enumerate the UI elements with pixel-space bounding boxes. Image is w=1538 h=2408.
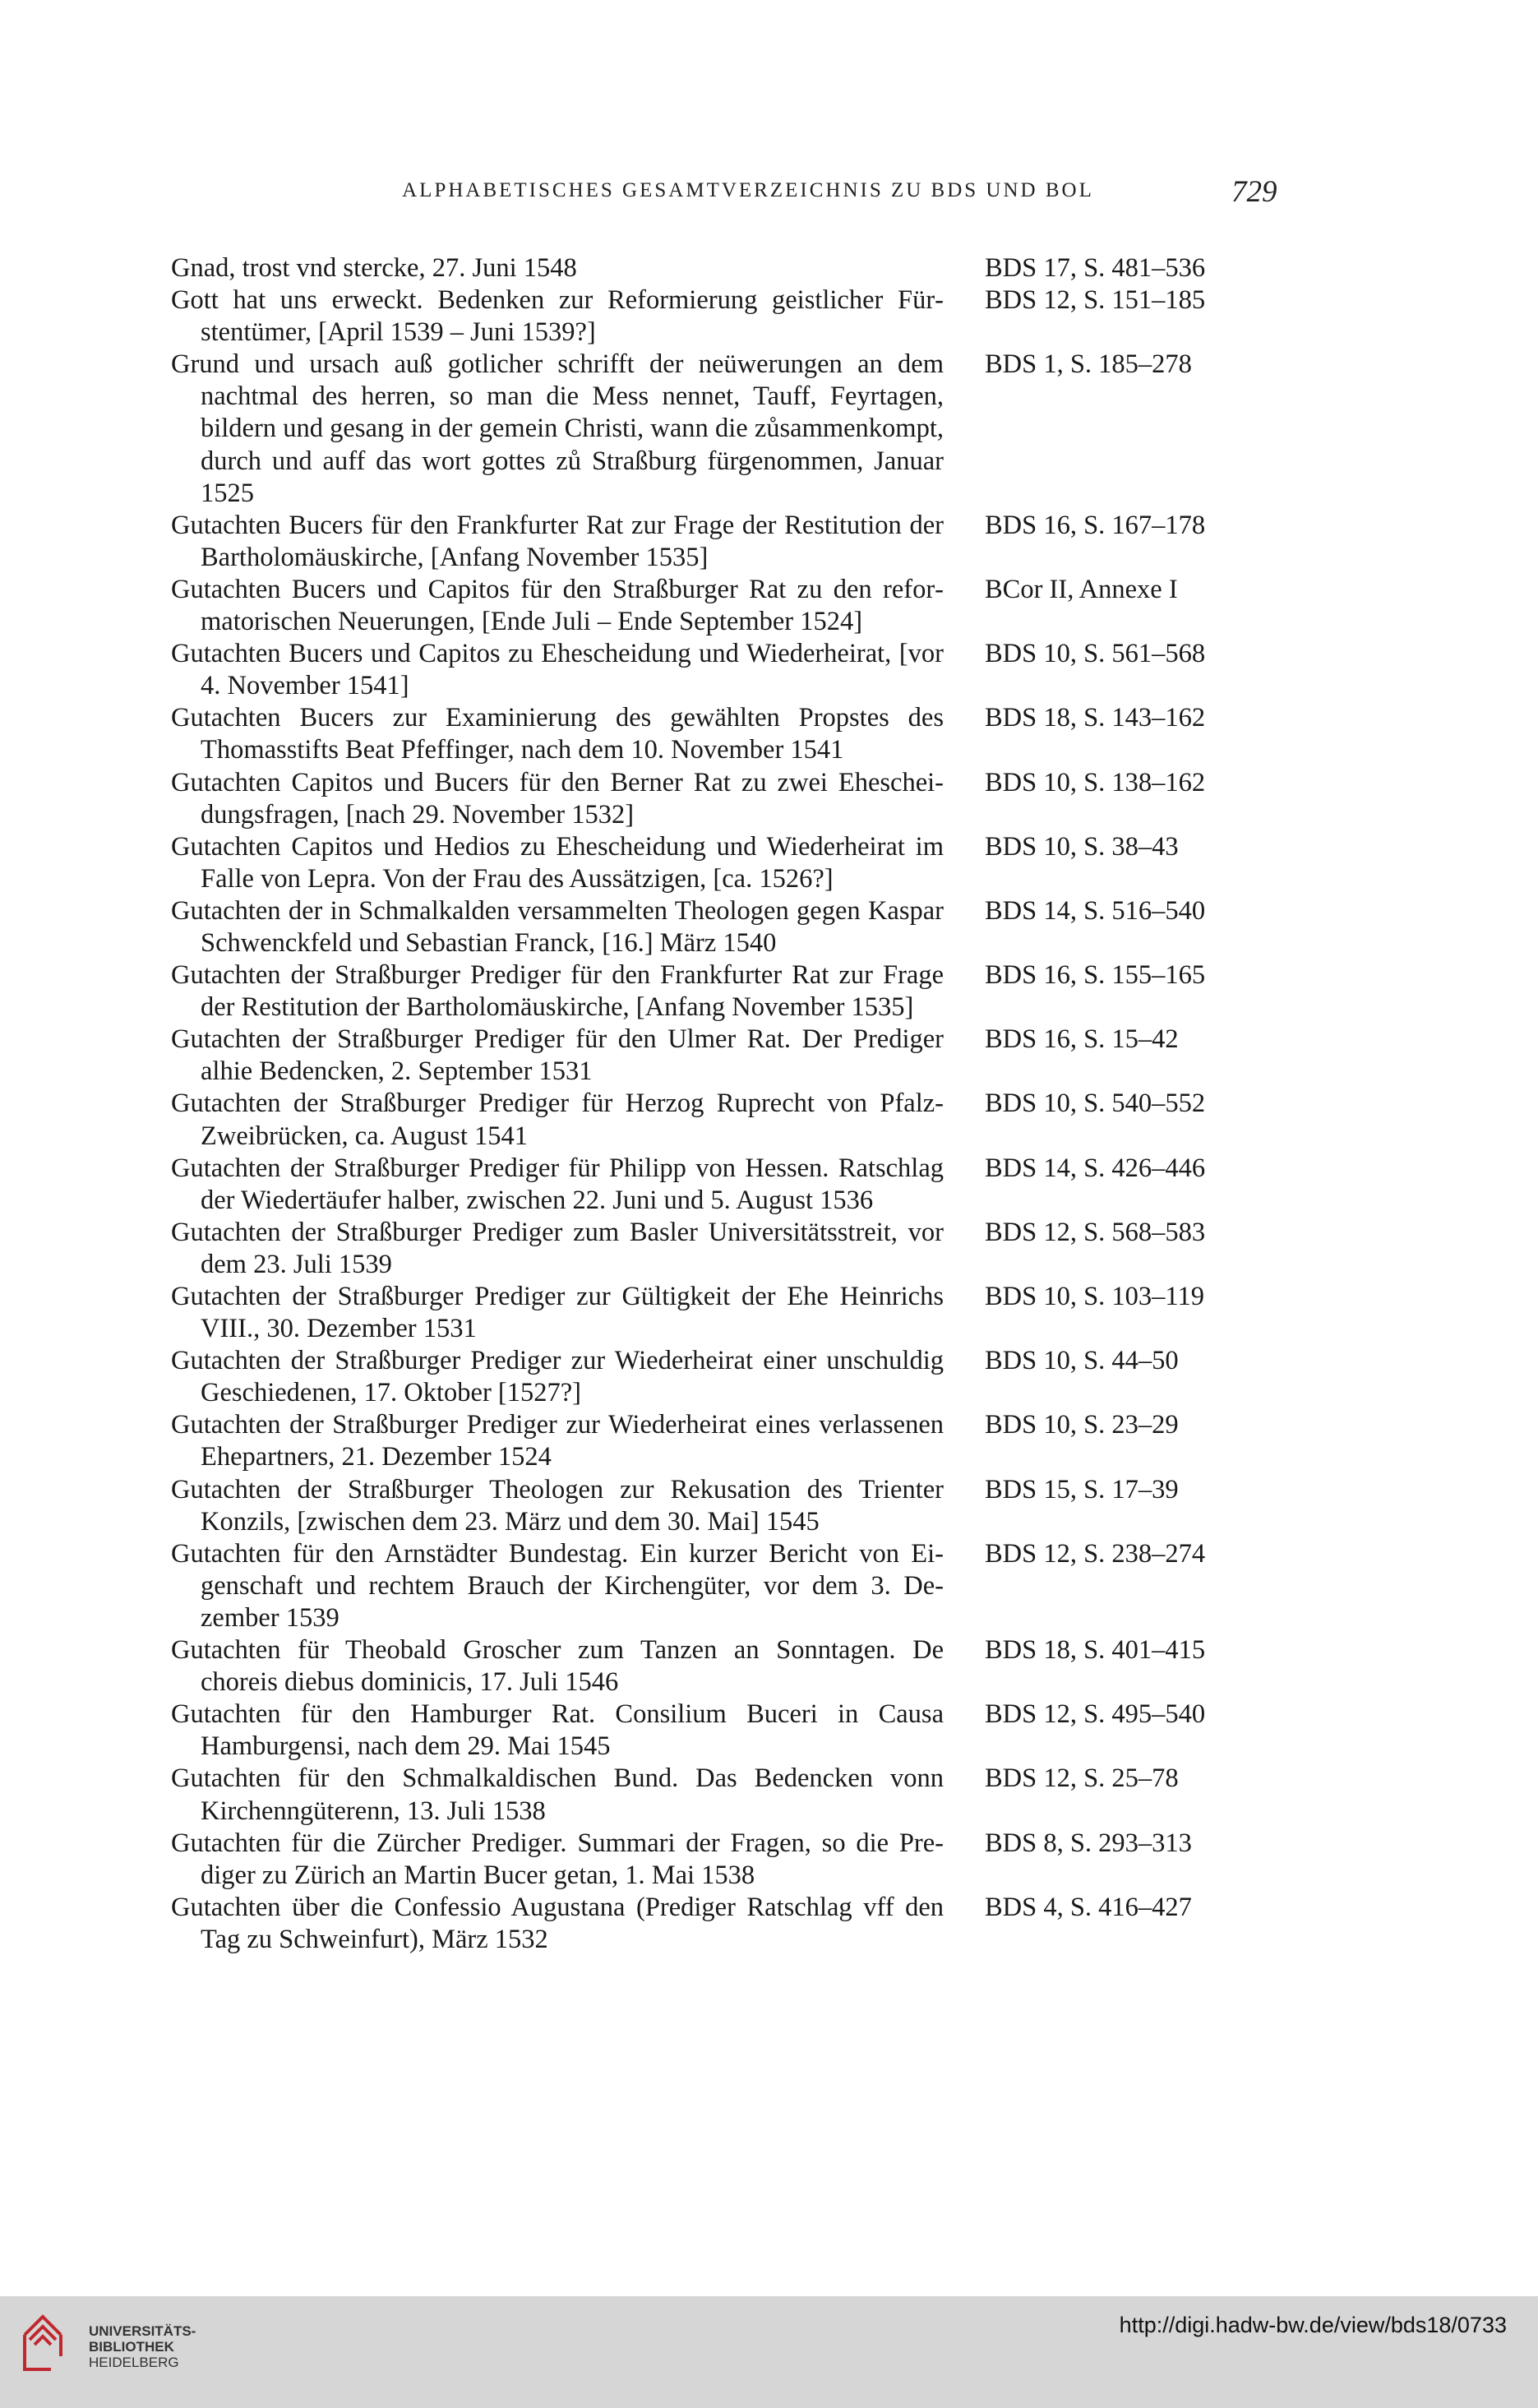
entry-reference: BDS 14, S. 516–540 [985,895,1206,926]
index-entry [171,1345,1240,1409]
entry-title: Gutachten Bucers zur Examinierung des gewählten Propstes des Thomasstifts Beat Pfeffinger, nach dem 10. November 1541 [171,703,944,765]
entry-reference: BDS 1, S. 185–278 [985,349,1192,380]
entry-title: Gutachten für den Arnstädter Bundestag. Ein kurzer Bericht von Eigenschaft und rechtem Brauch der Kirchengüter, vor dem 3. Dezember 1539 [171,1538,944,1633]
entry-title: Gutachten der Straßburger Prediger für den Ulmer Rat. Der Prediger alhie Bedencken, 2. September 1531 [171,1024,944,1087]
library-name-line: BIBLIOTHEK [89,2339,174,2355]
page-number: 729 [1231,175,1277,209]
index-entry [171,638,1240,702]
entry-reference: BDS 14, S. 426–446 [985,1153,1206,1183]
entry-reference: BDS 15, S. 17–39 [985,1474,1179,1504]
entry-title: Gott hat uns erweckt. Bedenken zur Reformierung geistlicher Fürstentümer, [April 1539 – Juni 1539?] [171,285,944,348]
library-name-line: HEIDELBERG [89,2355,179,2370]
entry-reference: BDS 10, S. 38–43 [985,831,1179,862]
entry-reference: BDS 18, S. 401–415 [985,1635,1206,1666]
entry-reference: BDS 10, S. 44–50 [985,1346,1179,1376]
index-entry [171,1634,1240,1699]
entry-title: Gutachten der Straßburger Prediger für Herzog Ruprecht von Pfalz-Zweibrücken, ca. August 1541 [171,1088,944,1151]
entry-reference: BDS 12, S. 238–274 [985,1538,1206,1569]
entry-title: Gutachten der Straßburger Prediger für Philipp von Hessen. Ratschlag der Wiedertäufer halber, zwischen 22. Juni und 5. August 1536 [171,1153,944,1215]
index-entry [171,767,1240,831]
entry-title: Gutachten der in Schmalkalden versammelten Theologen gegen Kaspar Schwenckfeld und Sebastian Franck, [16.] März 1540 [171,895,944,958]
entry-title: Gutachten für den Schmalkaldischen Bund. Das Bedencken vonn Kirchenngüterenn, 13. Juli 1538 [171,1763,944,1826]
entry-title: Gutachten der Straßburger Prediger zur Wiederheirat einer unschuldig Geschiedenen, 17. Oktober [1527?] [171,1346,944,1408]
index-entry-list [171,252,1240,1956]
entry-reference: BDS 10, S. 138–162 [985,767,1206,797]
index-entry [171,1763,1240,1827]
entry-title: Gutachten der Straßburger Prediger für den Frankfurter Rat zur Frage der Restitution der Bartholomäuskirche, [Anfang November 1535] [171,960,944,1023]
entry-reference: BDS 16, S. 15–42 [985,1024,1179,1055]
entry-reference: BDS 4, S. 416–427 [985,1892,1192,1922]
entry-title: Gutachten der Straßburger Prediger zur Gültigkeit der Ehe Heinrichs VIII., 30. Dezember 1531 [171,1282,944,1344]
running-head: ALPHABETISCHES GESAMTVERZEICHNIS ZU BDS UND BOL [402,179,1094,201]
entry-reference: BDS 10, S. 23–29 [985,1410,1179,1440]
index-entry [171,1474,1240,1538]
entry-reference: BDS 12, S. 495–540 [985,1699,1206,1730]
index-entry [171,1699,1240,1763]
entry-reference: BDS 16, S. 155–165 [985,960,1206,991]
entry-reference: BDS 12, S. 151–185 [985,285,1206,316]
index-entry [171,1281,1240,1345]
library-name [89,2323,196,2370]
entry-reference: BDS 8, S. 293–313 [985,1828,1192,1858]
index-entry [171,959,1240,1024]
entry-title: Gutachten der Straßburger Prediger zum Basler Universitätsstreit, vor dem 23. Juli 1539 [171,1217,944,1279]
entry-reference: BDS 12, S. 568–583 [985,1217,1206,1247]
index-entry [171,1153,1240,1217]
entry-title: Gutachten für den Hamburger Rat. Consilium Buceri in Causa Hamburgensi, nach dem 29. Mai 1545 [171,1699,944,1762]
entry-title: Grund und ursach auß gotlicher schrifft der neüwerungen an dem nachtmal des herren, so man die Mess nennet, Tauff, Feyrtagen, bildern und gesang in der gemein Christi, wann die zůsammenkompt, durch und auff das wort gottes zů Straßburg fürgenommen, Januar 1525 [171,349,944,508]
ub-heidelberg-logo-icon [18,2310,76,2376]
entry-reference: BDS 17, S. 481–536 [985,253,1206,283]
index-entry [171,1024,1240,1088]
entry-title: Gutachten Capitos und Bucers für den Berner Rat zu zwei Ehescheidungsfragen, [nach 29. November 1532] [171,767,944,830]
entry-reference: BDS 10, S. 540–552 [985,1088,1206,1119]
index-entry [171,574,1240,638]
entry-title: Gutachten Bucers und Capitos für den Straßburger Rat zu den reformatorischen Neuerungen, [Ende Juli – Ende September 1524] [171,574,944,637]
entry-reference: BDS 10, S. 103–119 [985,1282,1204,1311]
index-entry [171,284,1240,349]
entry-title: Gnad, trost vnd stercke, 27. Juni 1548 [171,253,577,283]
index-entry [171,1538,1240,1634]
index-entry [171,895,1240,959]
entry-title: Gutachten für Theobald Groscher zum Tanzen an Sonntagen. De choreis diebus dominicis, 17. Juli 1546 [171,1635,944,1698]
entry-title: Gutachten Bucers für den Frankfurter Rat zur Frage der Restitution der Bartholomäuskirche, [Anfang November 1535] [171,510,944,572]
index-entry [171,1828,1240,1892]
index-entry [171,510,1240,574]
entry-title: Gutachten der Straßburger Theologen zur Rekusation des Trienter Konzils, [zwischen dem 23. März und dem 30. Mai] 1545 [171,1474,944,1537]
entry-reference: BDS 10, S. 561–568 [985,639,1206,669]
index-entry [171,1892,1240,1956]
index-entry [171,1088,1240,1152]
source-url[interactable]: http://digi.hadw-bw.de/view/bds18/0733 [1119,2313,1507,2337]
entry-reference: BDS 16, S. 167–178 [985,510,1206,540]
library-name-line: UNIVERSITÄTS- [89,2323,196,2339]
entry-title: Gutachten der Straßburger Prediger zur Wiederheirat eines verlassenen Ehepartners, 21. Dezember 1524 [171,1410,944,1472]
index-entry [171,831,1240,895]
index-entry [171,1217,1240,1281]
entry-title: Gutachten über die Confessio Augustana (Prediger Ratschlag vff den Tag zu Schweinfurt), März 1532 [171,1892,944,1954]
index-entry [171,252,1240,284]
entry-title: Gutachten für die Zürcher Prediger. Summari der Fragen, so die Prediger zu Zürich an Martin Bucer getan, 1. Mai 1538 [171,1828,944,1890]
entry-reference: BDS 18, S. 143–162 [985,703,1206,733]
entry-title: Gutachten Bucers und Capitos zu Ehescheidung und Wiederheirat, [vor 4. November 1541] [171,639,944,701]
entry-title: Gutachten Capitos und Hedios zu Ehescheidung und Wiederheirat im Falle von Lepra. Von der Frau des Aussätzigen, [ca. 1526?] [171,831,944,894]
entry-reference: BDS 12, S. 25–78 [985,1763,1179,1794]
entry-reference: BCor II, Annexe I [985,574,1178,604]
index-entry [171,349,1240,509]
index-entry [171,1409,1240,1473]
index-entry [171,702,1240,766]
